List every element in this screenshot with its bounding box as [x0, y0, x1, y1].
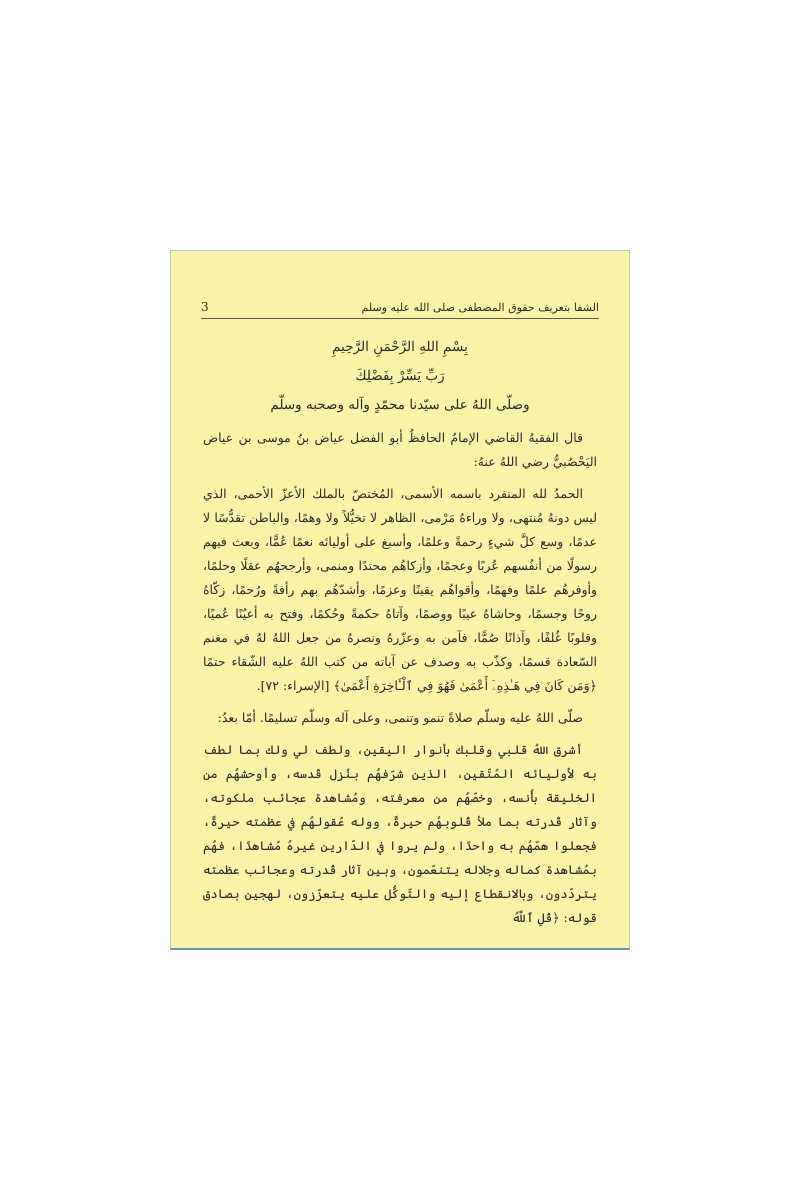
paragraph-hamd: الحمدُ لله المنفرد باسمه الأسمى، المُختصّ بالملك الأعزّ الأحمى، الذي ليس دونهُ مُنتهى، ولا وراءهُ مَرْمى، الظاهر لا تخيُّلاً ولا وهمًا، والباطن تقدُّسًا لا عدمًا، وسع كلَّ شيءٍ رحمةً وعلمًا، وأسبغ على أوليائه نعمًا عُمًّا، وبعث فيهم رسولًا من أنفُسهم عُربًا وعجمًا، وأزكاهُم محتدًا ومنمى، وأرجحهُم عقلًا وحلمًا، وأوفرهُم علمًا وفهمًا، وأقواهُم يقينًا وعزمًا، وأشدّهُم بهم رأفةً ورُحمًا، زكّاهُ روحًا وجسمًا، وحاشاهُ عيبًا ووصمًا، وآتاهُ حكمةً وحُكمًا، وفتح به أعيُنًا عُميًا، وقلوبًا غُلفًا، وآذانًا صُمًّا، فآمن به وعزّرهُ ونصرهُ من جعل اللهُ لهُ في مغنم السّعادة قسمًا، وكذّب به وصدف عن آياته من كتب اللهُ عليه الشّقاء حتمًا ﴿وَمَن كَانَ فِي هَـٰذِهِۦٓ أَعْمَىٰ فَهُوَ فِي ٱلْـَٔاخِرَةِ أَعْمَىٰ﴾ [الإسراء: ٧٢]. [203, 486, 597, 693]
running-title: الشفا بتعريف حقوق المصطفى صلى الله عليه وسلم [361, 301, 599, 314]
running-header [201, 293, 599, 319]
paragraph-ashraqa: أشرق اللهُ قلبي وقلبك بأنوار اليقين، ولطف لي ولك بما لطف به لأوليائه المُتّقين، الذين شرّفهُم بنُزل قُدسه، وأوحشهُم من الخليقة بأُنسه، وخصّهُم من معرفته، ومُشاهدة عجائب ملكوته، وآثار قُدرته بما ملأ قُلوبهُم حيرةً، ووله عُقولهُم في عظمته حيرةً، فجعلوا همّهُم به واحدًا، ولم يروا في الدّارين غيرهُ مُشاهدًا، فهُم بمُشاهدة كماله وجلاله يتنعّمون، وبين آثار قُدرته وعجائب عظمته يتردّدون، وبالانقطاع إليه والتّوكُّل عليه يتعزّزون، لهجين بصادق قوله: ﴿قُلِ ٱللَّهُ [203, 742, 597, 925]
page-body [203, 339, 597, 938]
paragraph-introduction: قال الفقيهُ القاضي الإمامُ الحافظُ أبو الفضل عياض بنُ موسى بن عياض اليَحْصُبيُّ رضي اللهُ عنهُ: [203, 430, 597, 469]
paragraph-amma-baad: صلّى اللهُ عليه وسلّم صلاةً تنمو وتنمى، وعلى آله وسلّم تسليمًا. أمّا بعدُ: [217, 710, 583, 725]
opening-dua: رَبِّ يَسِّرْ بِفَضْلِكَ [355, 368, 445, 384]
page-number: 3 [201, 300, 209, 314]
book-page [170, 250, 630, 950]
basmala: بِسْمِ اللهِ الرَّحْمَنِ الرَّحِيمِ [332, 339, 468, 355]
salawat-line: وصلّى اللهُ على سيّدنا محمّدٍ وآله وصحبه وسلّم [270, 397, 530, 413]
